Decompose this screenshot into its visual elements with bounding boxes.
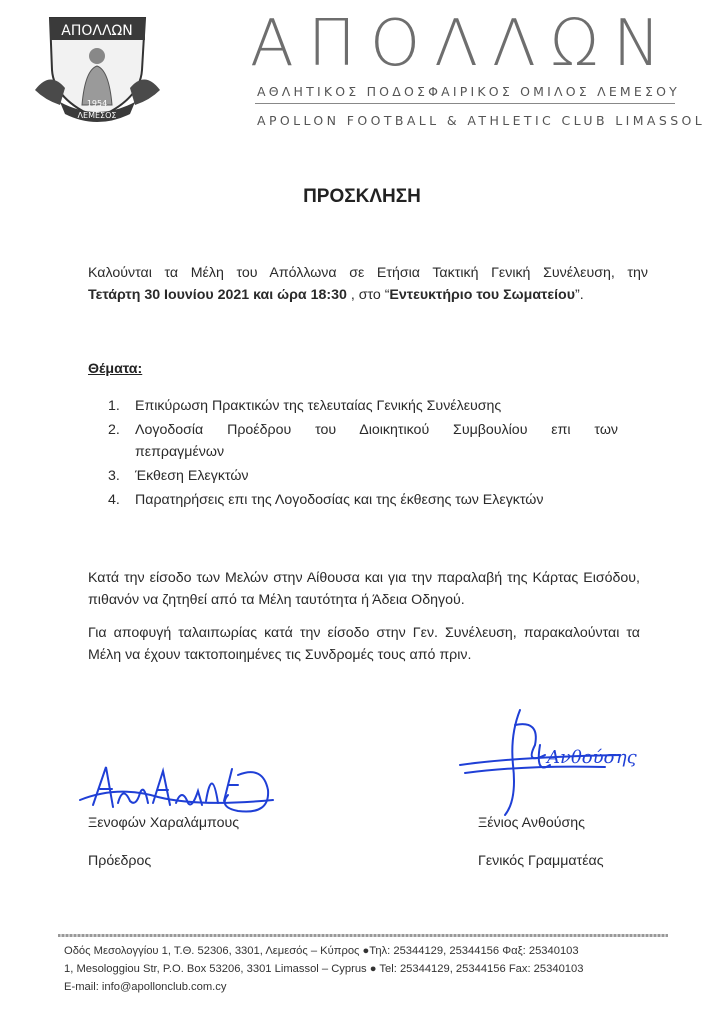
topic-item bbox=[108, 465, 618, 487]
secretary-signature bbox=[455, 705, 637, 820]
intro-paragraph bbox=[88, 262, 648, 306]
secretary-role: Γενικός Γραμματέας bbox=[478, 853, 604, 869]
topics-heading: Θέματα: bbox=[88, 361, 143, 377]
president-name: Ξενοφών Χαραλάμπους bbox=[88, 815, 240, 831]
topic-text: Παρατηρήσεις επι της Λογοδοσίας και της έκθεσης των Ελεγκτών bbox=[135, 492, 544, 508]
crest-year: 1954 bbox=[86, 99, 108, 108]
topic-number: 4. bbox=[108, 492, 120, 508]
topic-number: 2. bbox=[108, 422, 120, 438]
topics-list bbox=[108, 395, 618, 513]
topic-item bbox=[108, 419, 618, 463]
brand-subtitle-english: APOLLON FOOTBALL & ATHLETIC CLUB LIMASSOL bbox=[257, 113, 706, 128]
meeting-date: Τετάρτη 30 Ιουνίου 2021 και ώρα 18:30 bbox=[88, 287, 347, 303]
brand-subtitle-greek: ΑΘΛΗΤΙΚΟΣ ΠΟΔΟΣΦΑΙΡΙΚΟΣ ΟΜΙΛΟΣ ΛΕΜΕΣΟΥ bbox=[257, 84, 680, 99]
footer-address-english: 1, Mesologgiou Str, P.O. Box 53206, 3301 Limassol – Cyprus ● Tel: 25344129, 25344156 Fax: 25340103 bbox=[64, 963, 584, 975]
intro-end: ”. bbox=[574, 287, 584, 303]
secretary-signature-text: Ανθούσης bbox=[547, 747, 637, 768]
brand-title: ΑΠΟΛΛΩΝ bbox=[250, 7, 675, 81]
topic-text-continued: πεπραγμένων bbox=[135, 444, 225, 460]
subscription-paragraph: Για αποφυγή ταλαιπωρίας κατά την είσοδο στην Γεν. Συνέλευση, παρακαλούνται τα Μέλη να έχουν τακτοποιημένες τις Συνδρομές τους από πριν. bbox=[88, 625, 640, 663]
topic-item bbox=[108, 395, 618, 417]
topic-text: Επικύρωση Πρακτικών της τελευταίας Γενικής Συνέλευσης bbox=[135, 398, 502, 414]
header-divider bbox=[255, 103, 675, 104]
footer-email: E-mail: info@apollonclub.com.cy bbox=[64, 981, 227, 993]
topic-number: 3. bbox=[108, 468, 120, 484]
president-role: Πρόεδρος bbox=[88, 853, 152, 869]
footer-divider bbox=[58, 934, 668, 937]
topic-item bbox=[108, 489, 618, 511]
topic-text: Έκθεση Ελεγκτών bbox=[135, 468, 249, 484]
meeting-venue: Εντευκτήριο του Σωματείου bbox=[389, 287, 575, 303]
crest-text-top: ΑΠΟΛΛΩΝ bbox=[61, 23, 133, 39]
document-title: ΠΡΟΣΚΛΗΣΗ bbox=[303, 186, 421, 207]
intro-connector: , στο “ bbox=[346, 287, 390, 303]
crest-text-bottom: ΛΕΜΕΣΟΣ bbox=[77, 111, 117, 120]
secretary-name: Ξένιος Ανθούσης bbox=[478, 815, 586, 831]
intro-line: Καλούνται τα Μέλη του Απόλλωνα σε Ετήσια Τακτική Γενική Συνέλευση, την bbox=[88, 265, 648, 281]
club-crest-logo bbox=[30, 10, 165, 125]
topic-number: 1. bbox=[108, 398, 120, 414]
id-requirement-paragraph: Κατά την είσοδο των Μελών στην Αίθουσα και για την παραλαβή της Κάρτας Εισόδου, πιθανόν να ζητηθεί από τα Μέλη ταυτότητα ή Άδεια Οδηγού. bbox=[88, 570, 640, 608]
footer-address-greek: Οδός Μεσολογγίου 1, Τ.Θ. 52306, 3301, Λεμεσός – Κύπρος ●Τηλ: 25344129, 25344156 Φαξ: 25340103 bbox=[64, 945, 579, 957]
topic-text: Λογοδοσία Προέδρου του Διοικητικού Συμβουλίου επι των bbox=[135, 422, 618, 438]
footer-contact bbox=[64, 942, 674, 996]
